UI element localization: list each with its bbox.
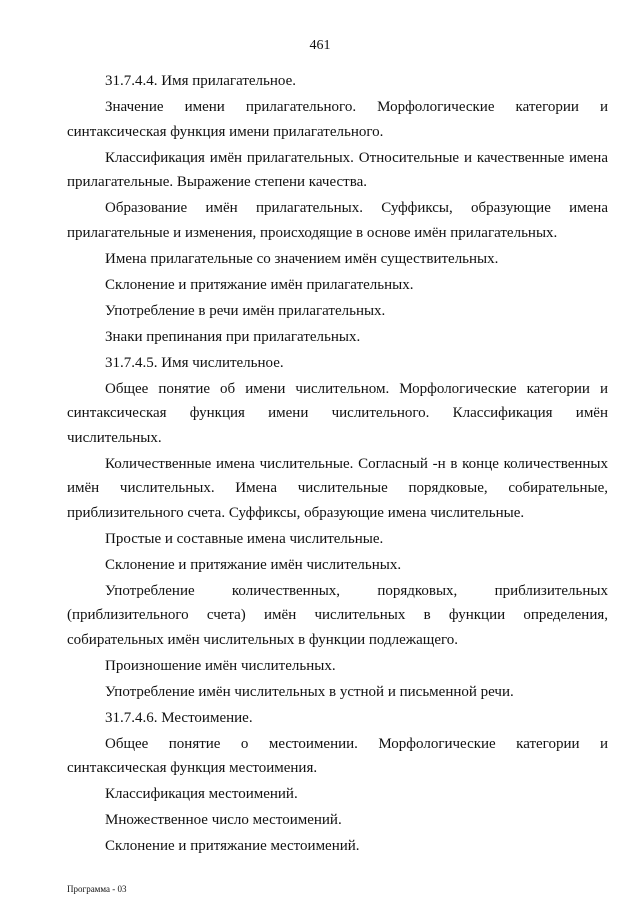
paragraph: Склонение и притяжание имён прилагательных.	[105, 276, 414, 293]
paragraph: Общее понятие об имени числительном. Морфологические категории и синтаксическая функция имени числительного. Классификация имён числительных.	[67, 380, 608, 446]
paragraph: Употребление имён числительных в устной и письменной речи.	[105, 683, 514, 700]
paragraph: Произношение имён числительных.	[105, 657, 336, 674]
paragraph: Знаки препинания при прилагательных.	[105, 328, 361, 345]
paragraph: Классификация местоимений.	[105, 786, 298, 802]
paragraph: Употребление в речи имён прилагательных.	[105, 302, 386, 319]
paragraph: Употребление количественных, порядковых, приблизительных (приблизительного счета) имён числительных в функции определения, собирательных имён числительных в функции подлежащего.	[67, 582, 608, 648]
section-heading-adjective: 31.7.4.4. Имя прилагательное.	[105, 73, 297, 89]
paragraph: Образование имён прилагательных. Суффиксы, образующие имена прилагательные и изменения, происходящие в основе имён прилагательных.	[67, 200, 608, 241]
paragraph: Простые и составные имена числительные.	[105, 530, 384, 547]
footer-label: Программа - 03	[67, 884, 127, 894]
paragraph: Значение имени прилагательного. Морфологические категории и синтаксическая функция имени прилагательного.	[67, 99, 608, 140]
paragraph: Общее понятие о местоимении. Морфологические категории и синтаксическая функция местоимения.	[67, 735, 608, 776]
paragraph: Количественные имена числительные. Согласный -н в конце количественных имён числительных. Имена числительные порядковые, собирательные, приблизительного счета. Суффиксы, образующие имена числительные.	[67, 455, 608, 521]
section-heading-pronoun: 31.7.4.6. Местоимение.	[105, 709, 253, 726]
paragraph: Классификация имён прилагательных. Относительные и качественные имена прилагательные. Выражение степени качества.	[67, 149, 608, 190]
document-body	[67, 69, 608, 860]
page-number: 461	[309, 38, 331, 53]
paragraph: Имена прилагательные со значением имён существительных.	[105, 250, 499, 267]
paragraph: Склонение и притяжание имён числительных.	[105, 556, 402, 573]
paragraph: Множественное число местоимений.	[105, 812, 342, 828]
section-heading-numeral: 31.7.4.5. Имя числительное.	[105, 354, 284, 371]
paragraph: Склонение и притяжание местоимений.	[105, 838, 360, 854]
